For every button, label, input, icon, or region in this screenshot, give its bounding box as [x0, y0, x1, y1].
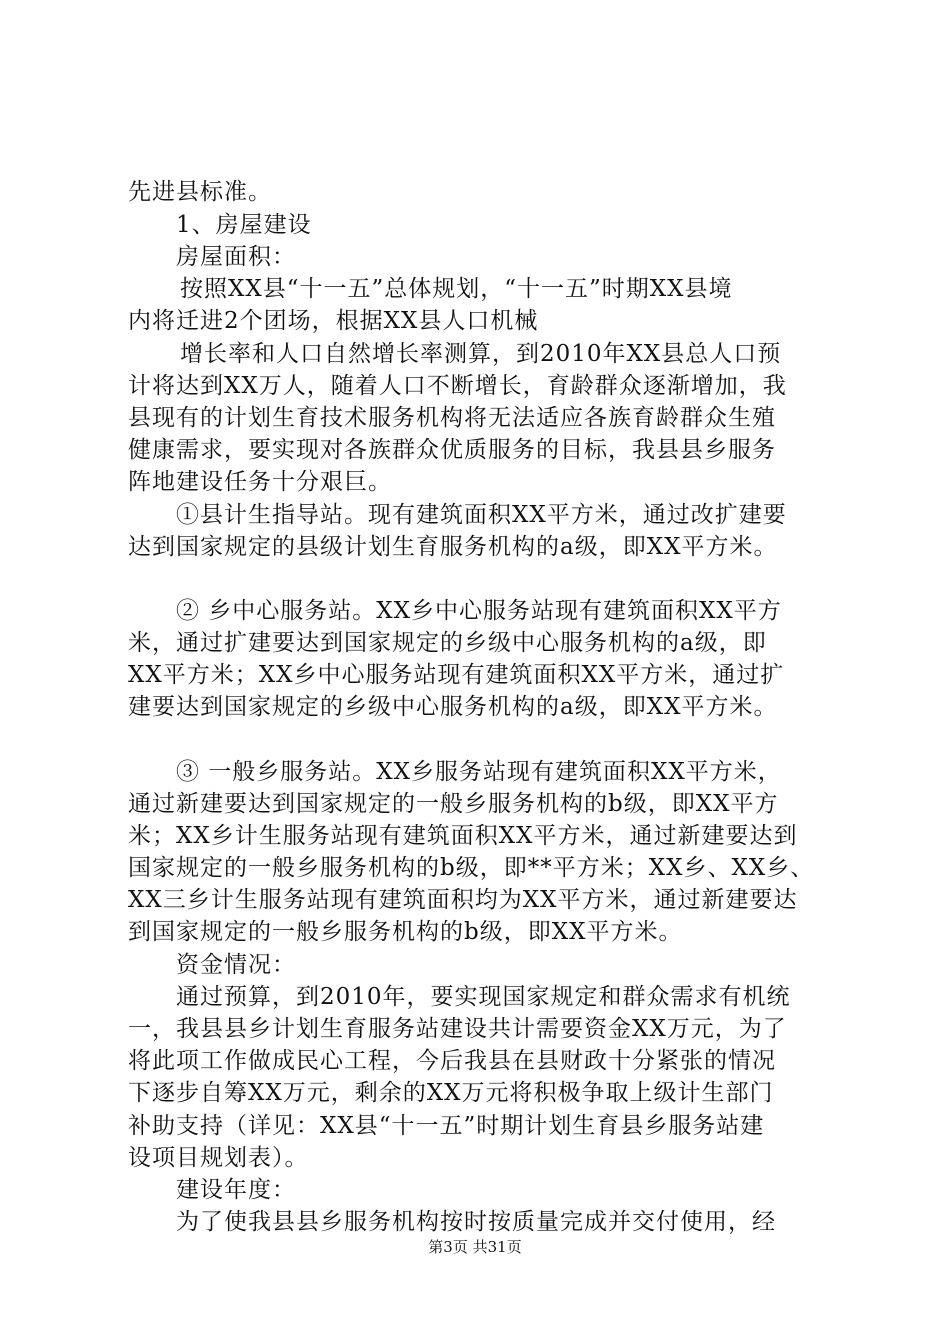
text-line: 达到国家规定的县级计划生育服务机构的a级，即XX平方米。	[128, 534, 778, 560]
text-line: XX平方米；XX乡中心服务站现有建筑面积XX平方米，通过扩	[128, 662, 785, 688]
text-line: ② 乡中心服务站。XX乡中心服务站现有建筑面积XX平方	[176, 598, 782, 624]
subsection-heading: 建设年度：	[176, 1177, 296, 1203]
text-line: 下逐步自筹XX万元，剩余的XX万元将积极争取上级计生部门	[128, 1080, 774, 1106]
text-line: 将此项工作做成民心工程，今后我县在县财政十分紧张的情况	[128, 1048, 776, 1074]
text-line: 一，我县县乡计划生育服务站建设共计需要资金XX万元，为了	[128, 1016, 787, 1042]
text-line: 为了使我县县乡服务机构按时按质量完成并交付使用，经	[176, 1209, 776, 1235]
text-line: XX三乡计生服务站现有建筑面积均为XX平方米，通过新建要达	[128, 887, 798, 913]
text-line: 内将迁进2个团场，根据XX县人口机械	[128, 308, 539, 334]
text-line: 计将达到XX万人，随着人口不断增长，育龄群众逐渐增加，我	[128, 373, 787, 399]
text-line: 设项目规划表）。	[128, 1145, 309, 1171]
subsection-heading: 资金情况：	[176, 952, 296, 978]
text-line: 到国家规定的一般乡服务机构的b级，即XX平方米。	[128, 919, 683, 945]
page-number-footer: 第3页 共31页	[428, 1238, 522, 1256]
text-line: 按照XX县“十一五”总体规划，“十一五”时期XX县境	[180, 276, 733, 302]
text-line: 通过预算，到2010年，要实现国家规定和群众需求有机统	[176, 984, 791, 1010]
text-line: 补助支持（详见：XX县“十一五”时期计划生育县乡服务站建	[128, 1113, 765, 1139]
text-line: 阵地建设任务十分艰巨。	[128, 469, 392, 495]
text-line: 通过新建要达到国家规定的一般乡服务机构的b级，即XX平方	[128, 791, 779, 817]
subsection-heading: 房屋面积：	[176, 244, 296, 270]
text-line: 增长率和人口自然增长率测算，到2010年XX县总人口预	[180, 341, 782, 367]
text-line: ①县计生指导站。现有建筑面积XX平方米，通过改扩建要	[176, 502, 787, 528]
text-line: 国家规定的一般乡服务机构的b级，即**平方米；XX乡、XX乡、	[128, 855, 815, 881]
text-line: 先进县标准。	[128, 179, 272, 205]
text-line: 米，通过扩建要达到国家规定的乡级中心服务机构的a级，即	[128, 630, 767, 656]
section-heading: 1、房屋建设	[176, 212, 312, 238]
text-line: 县现有的计划生育技术服务机构将无法适应各族育龄群众生殖	[128, 405, 776, 431]
text-line: 建要达到国家规定的乡级中心服务机构的a级，即XX平方米。	[128, 694, 778, 720]
text-line: 米；XX乡计生服务站现有建筑面积XX平方米，通过新建要达到	[128, 823, 798, 849]
text-line: ③ 一般乡服务站。XX乡服务站现有建筑面积XX平方米，	[176, 759, 782, 785]
text-line: 健康需求，要实现对各族群众优质服务的目标，我县县乡服务	[128, 437, 776, 463]
